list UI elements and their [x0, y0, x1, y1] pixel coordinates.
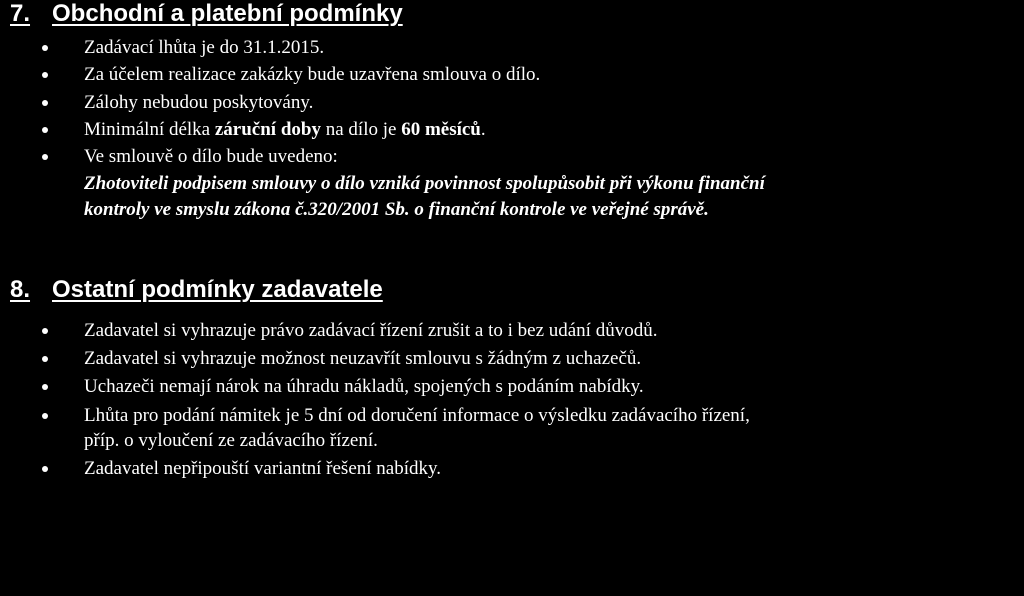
contract-clause-line: kontroly ve smyslu zákona č.320/2001 Sb. o finanční kontrole ve veřejné správě.: [84, 198, 709, 220]
bullet-icon: [42, 127, 48, 133]
contract-clause: [84, 171, 1020, 222]
bullet-icon: [42, 154, 48, 160]
section-8-heading: [10, 276, 383, 304]
list-item-text-pre: Minimální délka: [84, 118, 215, 140]
list-item: [40, 144, 1020, 222]
list-item: [40, 35, 1020, 60]
list-item-text-line: Lhůta pro podání námitek je 5 dní od doručení informace o výsledku zadávacího řízení,: [84, 404, 750, 426]
contract-clause-line: Zhotoviteli podpisem smlouvy o dílo vzniká povinnost spolupůsobit při výkonu finanční: [84, 173, 765, 195]
section-8-list: [40, 318, 1020, 484]
list-item: [40, 318, 1020, 343]
section-7-title: Obchodní a platební podmínky: [52, 0, 403, 27]
list-item-text-line: příp. o vyloučení ze zadávacího řízení.: [84, 429, 378, 451]
bullet-icon: [42, 328, 48, 334]
bullet-icon: [42, 72, 48, 78]
list-item-text: Zadavatel si vyhrazuje právo zadávací řízení zrušit a to i bez udání důvodů.: [84, 320, 658, 341]
list-item-text-mid: na dílo je: [320, 118, 402, 140]
list-item-text: Zadávací lhůta je do 31.1.2015.: [84, 37, 325, 58]
warranty-term-label: záruční doby: [214, 118, 321, 140]
bullet-icon: [42, 466, 48, 472]
section-7-number: 7.: [10, 0, 31, 27]
section-7-heading: [10, 0, 403, 28]
list-item-text: Zálohy nebudou poskytovány.: [84, 91, 314, 113]
bullet-icon: [42, 356, 48, 362]
warranty-duration: 60 měsíců: [401, 118, 481, 140]
bullet-icon: [42, 100, 48, 106]
list-item-text: Za účelem realizace zakázky bude uzavřena smlouva o dílo.: [84, 64, 541, 86]
bullet-icon: [42, 384, 48, 390]
list-item: [40, 456, 1020, 481]
list-item: [40, 90, 1020, 115]
list-item-text: Zadavatel si vyhrazuje možnost neuzavřít smlouvu s žádným z uchazečů.: [84, 348, 642, 370]
list-item-text-post: .: [480, 118, 486, 140]
list-item: [40, 62, 1020, 87]
bullet-icon: [42, 45, 48, 51]
list-item: [40, 374, 1020, 399]
list-item-text: Ve smlouvě o dílo bude uvedeno:: [84, 146, 338, 168]
list-item-text: Zadavatel nepřipouští variantní řešení nabídky.: [84, 457, 442, 479]
section-8-number: 8.: [10, 276, 31, 303]
section-8-title: Ostatní podmínky zadavatele: [52, 276, 383, 303]
bullet-icon: [42, 413, 48, 419]
list-item: [40, 403, 1020, 453]
list-item: [40, 346, 1020, 371]
section-7-list: [40, 35, 1020, 224]
list-item: [40, 117, 1020, 142]
list-item-text: Uchazeči nemají nárok na úhradu nákladů, spojených s podáním nabídky.: [84, 376, 644, 398]
